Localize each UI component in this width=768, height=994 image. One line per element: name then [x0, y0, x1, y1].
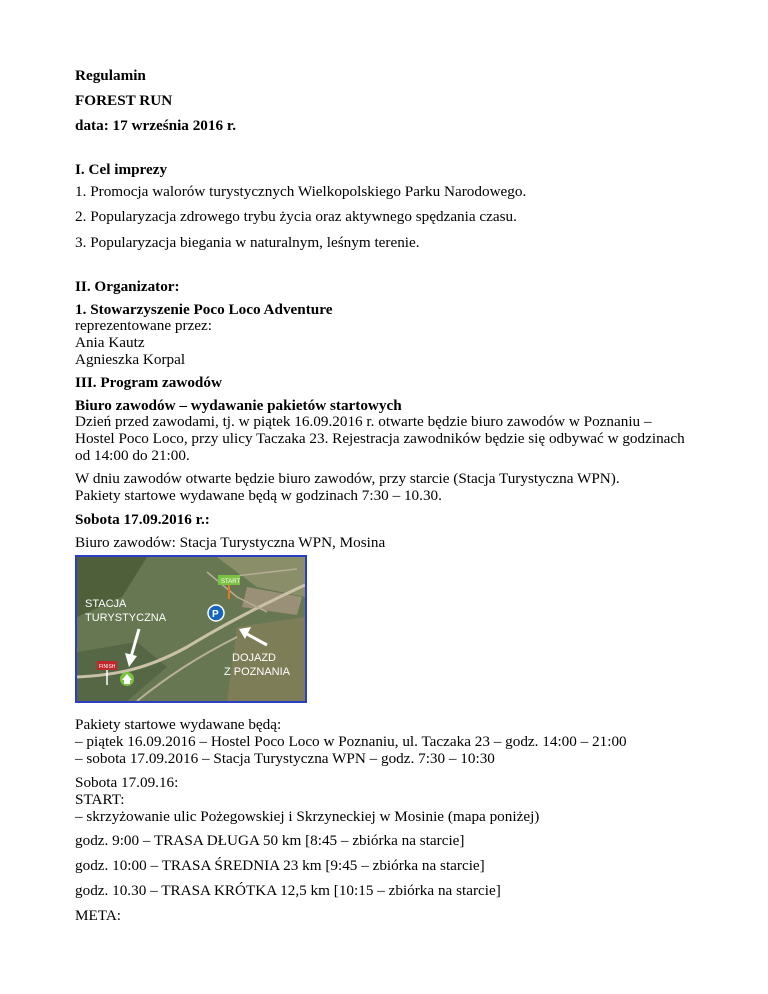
saturday-heading: Sobota 17.09.2016 r.: [75, 511, 210, 528]
person-1: Ania Kautz [75, 334, 145, 351]
para2-line-2: Pakiety startowe wydawane będą w godzinach 7:30 – 10.30. [75, 487, 442, 504]
finish-label: META: [75, 907, 122, 924]
event-date: data: 17 września 2016 r. [75, 117, 237, 134]
map-label-station-2: TURYSTYCZNA [85, 612, 167, 624]
start-date: Sobota 17.09.16: [75, 774, 179, 791]
person-2: Agnieszka Korpal [75, 351, 186, 368]
section-1-item-2: 2. Popularyzacja zdrowego trybu życia oraz aktywnego spędzania czasu. [75, 208, 517, 225]
route-medium: godz. 10:00 – TRASA ŚREDNIA 23 km [9:45 – zbiórka na starcie] [75, 857, 485, 874]
pickup-heading: Pakiety startowe wydawane będą: [75, 716, 282, 733]
pickup-friday: – piątek 16.09.2016 – Hostel Poco Loco w Poznaniu, ul. Taczaka 23 – godz. 14:00 – 21:00 [75, 733, 627, 750]
route-short: godz. 10.30 – TRASA KRÓTKA 12,5 km [10:15 – zbiórka na starcie] [75, 882, 501, 899]
para2-line-1: W dniu zawodów otwarte będzie biuro zawodów, przy starcie (Stacja Turystyczna WPN). [75, 470, 620, 487]
para1-line-2: Hostel Poco Loco, przy ulicy Taczaka 23. Rejestracja zawodników będzie się odbywać w godzinach [75, 430, 685, 447]
organizer-name: 1. Stowarzyszenie Poco Loco Adventure [75, 301, 333, 318]
para1-line-3: od 14:00 do 21:00. [75, 447, 190, 464]
section-2-title: II. Organizator: [75, 278, 180, 295]
map-label-station-1: STACJA [85, 598, 127, 610]
event-name: FOREST RUN [75, 92, 173, 109]
map-label-drive-2: Z POZNANIA [224, 666, 291, 678]
start-label: START: [75, 791, 125, 808]
para1-line-1: Dzień przed zawodami, tj. w piątek 16.09.2016 r. otwarte będzie biuro zawodów w Poznaniu – [75, 413, 652, 430]
location-map [75, 555, 307, 703]
finish-sign-label: FINISH [99, 664, 116, 670]
house-icon [120, 672, 134, 686]
section-1-item-3: 3. Popularyzacja biegania w naturalnym, leśnym terenie. [75, 234, 420, 251]
represented-by: reprezentowane przez: [75, 317, 213, 334]
start-location: – skrzyżowanie ulic Pożegowskiej i Skrzyneckiej w Mosinie (mapa poniżej) [75, 808, 540, 825]
section-1-item-1: 1. Promocja walorów turystycznych Wielkopolskiego Parku Narodowego. [75, 183, 527, 200]
pickup-saturday: – sobota 17.09.2016 – Stacja Turystyczna WPN – godz. 7:30 – 10:30 [75, 750, 495, 767]
section-3-title: III. Program zawodów [75, 374, 222, 391]
route-long: godz. 9:00 – TRASA DŁUGA 50 km [8:45 – zbiórka na starcie] [75, 832, 465, 849]
map-label-drive-1: DOJAZD [232, 652, 276, 664]
office-location: Biuro zawodów: Stacja Turystyczna WPN, Mosina [75, 534, 386, 551]
parking-icon [208, 605, 224, 621]
section-1-title: I. Cel imprezy [75, 161, 168, 178]
svg-text:P: P [212, 609, 219, 620]
doc-heading-regulamin: Regulamin [75, 67, 146, 84]
map-graphic [77, 557, 305, 701]
start-sign-label: START [221, 579, 241, 585]
section-3-subtitle: Biuro zawodów – wydawanie pakietów startowych [75, 397, 402, 414]
